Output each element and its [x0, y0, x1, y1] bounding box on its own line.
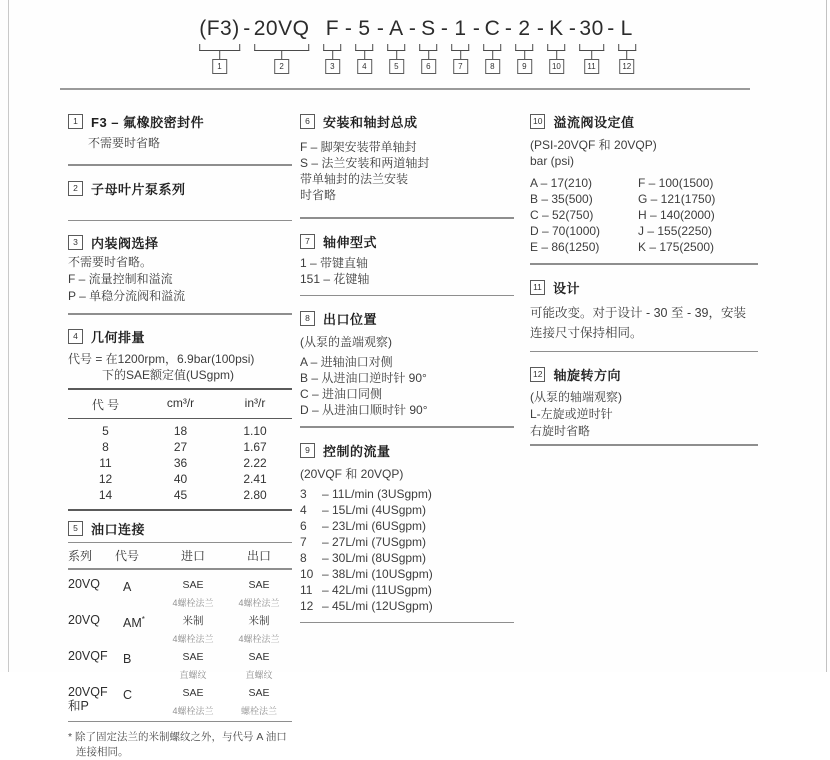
- cell-inlet: [160, 611, 226, 647]
- rotation-line: L-左旋或逆时针: [530, 407, 613, 421]
- flow-desc: – 27L/mi (7USgpm): [322, 534, 427, 549]
- section-8-header: [300, 309, 514, 328]
- section-10-subtitle2: bar (psi): [530, 154, 575, 168]
- section-title: 轴伸型式: [323, 234, 378, 250]
- bracket-line: [323, 44, 341, 51]
- option-line: F – 流量控制和溢流: [68, 272, 173, 286]
- table-row: [68, 439, 292, 455]
- section-divider: [300, 217, 514, 219]
- cell-outlet: [226, 611, 292, 647]
- inlet-main: SAE: [182, 650, 204, 663]
- port-table-rows: [68, 570, 292, 719]
- section-2-header: [68, 179, 292, 198]
- model-code-separator: -: [536, 17, 544, 40]
- model-code-separator: -: [607, 17, 615, 40]
- bracket-stem: [524, 51, 525, 59]
- section-5-header: [68, 519, 292, 538]
- model-code-row: [185, 16, 636, 74]
- port-table-footnote: [68, 730, 292, 760]
- section-number-box: 5: [68, 521, 83, 536]
- bracket-stem: [281, 51, 282, 59]
- position-number-box: 12: [619, 59, 634, 74]
- flow-desc: – 23L/mi (6USgpm): [322, 518, 427, 533]
- outlet-sub: 4螺栓法兰: [238, 633, 280, 644]
- inlet-main: SAE: [182, 578, 204, 591]
- relief-option: E – 86(1250): [530, 240, 600, 254]
- section-number-box: 10: [530, 114, 545, 129]
- relief-option: C – 52(750): [530, 208, 594, 222]
- bracket-line: [451, 44, 469, 51]
- section-divider: [530, 444, 758, 446]
- option-line: B – 从进油口逆时针 90°: [300, 371, 427, 385]
- flow-code: 7: [300, 534, 307, 549]
- model-code-segment: [515, 16, 533, 74]
- position-number-box: 3: [325, 59, 340, 74]
- flow-option: [300, 582, 514, 598]
- section-title: 出口位置: [323, 312, 378, 327]
- flow-option: [300, 550, 514, 566]
- flow-desc: – 42L/mi (11USgpm): [322, 582, 432, 597]
- cell-series: 20VQF和P: [68, 684, 108, 713]
- bracket-line: [515, 44, 533, 51]
- flow-desc: – 38L/mi (10USgpm): [322, 566, 433, 581]
- section-title: 子母叶片泵系列: [91, 181, 186, 197]
- column-header: 进口: [180, 549, 205, 563]
- section-divider: [530, 351, 758, 353]
- bracket-line: [483, 44, 501, 51]
- table-row: [68, 647, 292, 683]
- flow-option: [300, 502, 514, 518]
- page-right-border: [826, 0, 827, 672]
- model-code-text: 5: [358, 17, 371, 40]
- section-8-lines: [300, 354, 514, 418]
- section-title: 设计: [553, 280, 581, 296]
- section-6-header: [300, 112, 514, 131]
- displacement-table: [68, 388, 292, 511]
- option-line: 不需要时省略。: [68, 255, 153, 269]
- right-column: [530, 112, 758, 446]
- section-title: 控制的流量: [323, 443, 391, 459]
- model-code-segment: [419, 16, 437, 74]
- cell-code: [115, 683, 160, 702]
- section-3-lines: [68, 254, 292, 305]
- cell-code: [115, 647, 160, 666]
- model-code-segment: [199, 16, 240, 74]
- model-code-separator: -: [344, 17, 352, 40]
- cell-code: 14: [98, 487, 113, 502]
- model-code-diagram: [185, 16, 636, 74]
- model-code-segment: [579, 16, 603, 74]
- cell-code: 11: [99, 455, 112, 470]
- table-row: [68, 683, 292, 719]
- position-number-box: 9: [517, 59, 532, 74]
- cell-code: [115, 611, 160, 630]
- section-title: 安装和轴封总成: [323, 115, 418, 130]
- section-1-note: 不需要时省略: [88, 136, 161, 150]
- option-line: C – 进油口同侧: [300, 387, 383, 401]
- relief-option: B – 35(500): [530, 192, 593, 206]
- position-number-box: 5: [389, 59, 404, 74]
- bracket-line: [199, 44, 240, 51]
- bracket-line: [419, 44, 437, 51]
- outlet-main: SAE: [248, 686, 270, 699]
- cell-cm3r: 40: [173, 471, 188, 486]
- model-code-segment: [323, 16, 341, 74]
- section-number-box: 8: [300, 311, 315, 326]
- column-header: 出口: [246, 549, 271, 563]
- cell-outlet: [226, 683, 292, 719]
- section-12-lines: [530, 389, 758, 440]
- section-4-header: [68, 327, 292, 346]
- bracket-stem: [460, 51, 461, 59]
- bracket-stem: [556, 51, 557, 59]
- table-row: [68, 471, 292, 487]
- column-header: cm³/r: [166, 395, 195, 410]
- cell-outlet: [226, 647, 292, 683]
- model-code-separator: -: [472, 17, 480, 40]
- relief-settings-grid: [530, 175, 758, 255]
- position-number-box: 4: [357, 59, 372, 74]
- model-code-segment: [547, 16, 565, 74]
- flow-code: 11: [300, 582, 313, 597]
- footnote-line1: * 除了固定法兰的米制螺纹之外，与代号 A 油口: [68, 731, 287, 743]
- model-code-text: 30: [579, 17, 604, 40]
- inlet-sub: 4螺栓法兰: [172, 633, 214, 644]
- section-divider: [68, 313, 292, 315]
- inlet-sub: 4螺栓法兰: [172, 597, 214, 608]
- option-line: 时省略: [300, 188, 337, 202]
- position-number-box: 1: [212, 59, 227, 74]
- cell-cm3r: 27: [173, 439, 188, 454]
- section-11-header: [530, 278, 758, 297]
- model-code-text: S: [421, 17, 436, 40]
- relief-option: K – 175(2500): [638, 240, 715, 254]
- bracket-line: [254, 44, 310, 51]
- rotation-line: (从泵的轴端观察): [530, 390, 622, 404]
- model-code-segment: [355, 16, 373, 74]
- cell-code: 8: [102, 439, 109, 454]
- cell-inlet: [160, 683, 226, 719]
- model-code-segment: [618, 16, 636, 74]
- section-number-box: 7: [300, 234, 315, 249]
- bracket-stem: [219, 51, 220, 59]
- flow-option: [300, 486, 514, 502]
- section-number-box: 12: [530, 367, 545, 382]
- inlet-sub: 直螺纹: [179, 669, 207, 680]
- bracket-stem: [492, 51, 493, 59]
- model-code-text: A: [389, 17, 404, 40]
- relief-option: A – 17(210): [530, 176, 593, 190]
- section-11-lines: [530, 303, 758, 343]
- section-divider: [300, 295, 514, 297]
- model-code-segment: [387, 16, 405, 74]
- flow-code: 8: [300, 550, 307, 565]
- column-header: 代 号: [91, 397, 120, 412]
- model-code-text: C: [484, 17, 501, 40]
- bracket-line: [579, 44, 603, 51]
- section-title: 几何排量: [91, 329, 146, 345]
- section-7-lines: [300, 255, 514, 287]
- cell-in3r: 2.80: [243, 487, 267, 502]
- flow-code: 12: [300, 598, 314, 613]
- flow-code: 4: [300, 502, 307, 517]
- relief-option: H – 140(2000): [638, 208, 715, 222]
- model-code-segment: [254, 16, 310, 74]
- section-3-header: [68, 233, 292, 252]
- bracket-stem: [364, 51, 365, 59]
- cell-inlet: [160, 647, 226, 683]
- cell-cm3r: 18: [173, 423, 188, 438]
- section-number-box: 4: [68, 329, 83, 344]
- section-6-lines: [300, 139, 514, 203]
- flow-option: [300, 518, 514, 534]
- model-code-separator: -: [243, 17, 251, 40]
- cell-code: 5: [102, 423, 109, 438]
- column-header: 代号: [115, 549, 140, 563]
- cell-inlet: [160, 575, 226, 611]
- code-text: AM: [123, 615, 142, 630]
- page-left-border: [8, 0, 9, 672]
- section-number-box: 11: [530, 280, 545, 295]
- design-note-line: 可能改变。对于设计 - 30 至 - 39，安装: [530, 305, 746, 320]
- model-code-separator: -: [408, 17, 416, 40]
- code-text: C: [123, 687, 133, 702]
- section-9-items: [300, 486, 514, 614]
- displacement-table-header: [68, 390, 292, 419]
- section-number-box: 1: [68, 114, 83, 129]
- outlet-main: 米制: [248, 614, 270, 627]
- table-row: [68, 487, 292, 503]
- section-12-header: [530, 365, 758, 384]
- flow-option: [300, 534, 514, 550]
- position-number-box: 7: [453, 59, 468, 74]
- outlet-sub: 直螺纹: [245, 669, 273, 680]
- section-title: 油口连接: [91, 521, 146, 537]
- flow-code: 3: [300, 486, 307, 501]
- inlet-main: SAE: [182, 686, 204, 699]
- cell-cm3r: 36: [173, 455, 188, 470]
- model-code-separator: -: [376, 17, 384, 40]
- section-number-box: 6: [300, 114, 315, 129]
- position-number-box: 2: [274, 59, 289, 74]
- outlet-main: SAE: [248, 578, 270, 591]
- section-divider: [68, 220, 292, 222]
- model-code-text: F: [325, 17, 340, 40]
- relief-col-1: [530, 175, 638, 255]
- table-bottom-divider: [68, 721, 292, 723]
- cell-outlet: [226, 575, 292, 611]
- port-table-header: [68, 543, 292, 568]
- bracket-stem: [332, 51, 333, 59]
- section-divider: [300, 622, 514, 624]
- cell-series: 20VQ: [68, 612, 100, 627]
- section-8-subtitle: (从泵的盖端观察): [300, 335, 392, 349]
- cell-in3r: 2.22: [243, 455, 267, 470]
- cell-in3r: 2.41: [243, 471, 267, 486]
- model-code-segment: [483, 16, 501, 74]
- column-header: 系列: [68, 549, 93, 563]
- section-9-subtitle: (20VQF 和 20VQP): [300, 466, 404, 481]
- outlet-sub: 4螺栓法兰: [238, 597, 280, 608]
- inlet-sub: 4螺栓法兰: [172, 705, 214, 716]
- middle-column: [300, 112, 514, 623]
- model-code-text: (F3): [199, 17, 240, 40]
- flow-desc: – 11L/min (3USgpm): [322, 486, 432, 501]
- code-asterisk: *: [141, 614, 145, 624]
- model-code-separator: -: [440, 17, 448, 40]
- section-10-subtitle1: (PSI-20VQF 和 20VQP): [530, 138, 657, 152]
- flow-code: 6: [300, 518, 307, 533]
- section-title: 内装阀选择: [91, 236, 159, 251]
- code-text: B: [123, 651, 132, 666]
- code-text: A: [123, 579, 132, 594]
- cell-code: [115, 575, 160, 594]
- displacement-desc-line1: 代号 = 在1200rpm，6.9bar(100psi): [68, 351, 255, 366]
- design-note-line: 连接尺寸保持相同。: [530, 325, 643, 340]
- position-number-box: 6: [421, 59, 436, 74]
- section-title: F3 – 氟橡胶密封件: [91, 115, 205, 130]
- cell-in3r: 1.67: [243, 439, 267, 454]
- option-line: 1 – 带键直轴: [300, 255, 369, 270]
- relief-option: J – 155(2250): [638, 224, 713, 238]
- relief-option: G – 121(1750): [638, 192, 716, 206]
- flow-desc: – 15L/mi (4USgpm): [322, 502, 427, 517]
- flow-option: [300, 566, 514, 582]
- flow-desc: – 30L/mi (8USgpm): [322, 550, 427, 565]
- column-header: in³/r: [244, 395, 266, 410]
- section-title: 轴旋转方向: [553, 368, 621, 383]
- flow-option: [300, 598, 514, 614]
- relief-option: D – 70(1000): [530, 224, 601, 238]
- section-title: 溢流阀设定值: [553, 115, 635, 130]
- outlet-sub: 螺栓法兰: [240, 705, 277, 716]
- section-divider: [68, 164, 292, 166]
- bracket-line: [355, 44, 373, 51]
- outlet-main: SAE: [248, 650, 270, 663]
- model-code-segment: [451, 16, 469, 74]
- cell-in3r: 1.10: [243, 423, 267, 438]
- model-code-text: 2: [518, 17, 531, 40]
- option-line: P – 单稳分流阀和溢流: [68, 289, 186, 303]
- relief-col-2: [638, 175, 758, 255]
- option-line: A – 进轴油口对侧: [300, 355, 393, 369]
- footnote-line2: 连接相同。: [76, 746, 129, 758]
- model-code-text: K: [549, 17, 564, 40]
- section-10-header: [530, 112, 758, 131]
- cell-code: 12: [98, 471, 113, 486]
- displacement-desc-line2: 下的SAE额定值(USgpm): [102, 367, 235, 382]
- cell-series: 20VQF: [68, 648, 108, 663]
- table-row: [68, 455, 292, 471]
- section-7-header: [300, 232, 514, 251]
- displacement-table-rows: [68, 419, 292, 509]
- flow-desc: – 45L/mi (12USgpm): [322, 598, 433, 613]
- model-code-text: 1: [454, 17, 467, 40]
- bracket-line: [618, 44, 636, 51]
- section-number-box: 9: [300, 443, 315, 458]
- bracket-line: [387, 44, 405, 51]
- option-line: F – 脚架安装带单轴封: [300, 140, 417, 154]
- position-number-box: 10: [549, 59, 564, 74]
- position-number-box: 8: [485, 59, 500, 74]
- bracket-stem: [626, 51, 627, 59]
- section-divider: [300, 426, 514, 428]
- position-number-box: 11: [584, 59, 599, 74]
- section-number-box: 2: [68, 181, 83, 196]
- flow-code: 10: [300, 566, 314, 581]
- bracket-stem: [428, 51, 429, 59]
- relief-option: F – 100(1500): [638, 176, 714, 190]
- option-line: D – 从进油口顺时针 90°: [300, 403, 428, 417]
- section-1-header: [68, 112, 292, 131]
- cell-series: 20VQ: [68, 576, 100, 591]
- model-code-separator: -: [568, 17, 576, 40]
- table-row: [68, 611, 292, 647]
- bracket-stem: [396, 51, 397, 59]
- model-code-text: 20VQ: [253, 17, 310, 40]
- option-line: 151 – 花键轴: [300, 271, 370, 286]
- title-divider: [60, 88, 750, 90]
- section-9-header: [300, 441, 514, 460]
- rotation-line: 右旋时省略: [530, 424, 591, 438]
- model-code-separator: -: [504, 17, 512, 40]
- option-line: S – 法兰安装和两道轴封: [300, 156, 430, 170]
- cell-cm3r: 45: [173, 487, 188, 502]
- left-column: [68, 112, 292, 760]
- table-row: [68, 575, 292, 611]
- section-number-box: 3: [68, 235, 83, 250]
- bracket-line: [547, 44, 565, 51]
- inlet-main: 米制: [182, 614, 204, 627]
- option-line: 带单轴封的法兰安装: [300, 172, 409, 186]
- table-row: [68, 423, 292, 439]
- model-code-text: L: [620, 17, 633, 40]
- section-divider: [530, 263, 758, 265]
- bracket-stem: [591, 51, 592, 59]
